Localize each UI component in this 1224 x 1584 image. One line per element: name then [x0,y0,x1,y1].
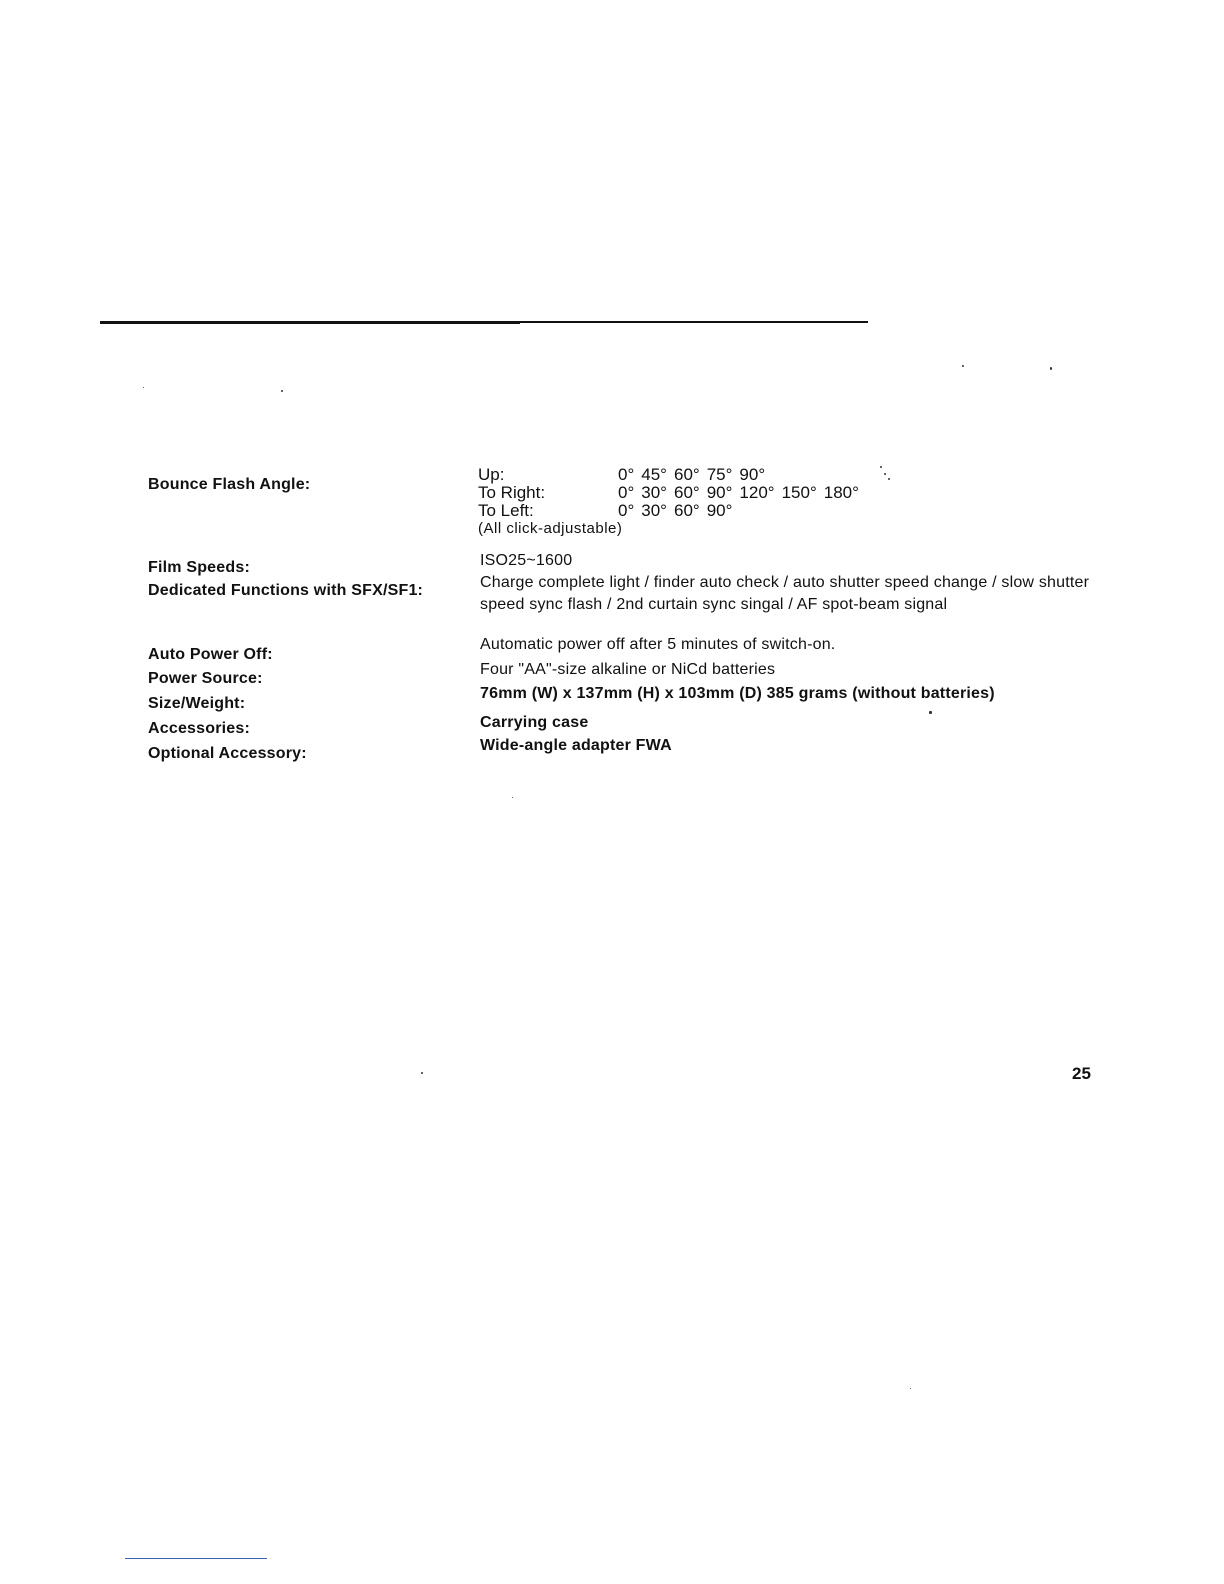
auto-power-off-value: Automatic power off after 5 minutes of switch-on. [480,636,836,653]
film-speeds-value: ISO25~1600 [480,552,573,569]
angle-value: 0° [618,483,635,502]
bounce-row-right [478,484,859,502]
scan-speck [884,473,886,475]
page-number: 25 [1072,1064,1091,1083]
bounce-direction: To Right: [478,483,546,502]
optional-accessory-value: Wide-angle adapter FWA [480,737,672,754]
accessories-label: Accessories: [148,720,251,737]
scan-speck [421,1072,423,1074]
angle-value: 150° [781,483,817,502]
scan-speck [910,1388,911,1389]
bounce-direction: To Left: [478,501,534,520]
angle-value: 0° [618,501,635,520]
scan-speck [1050,367,1052,370]
angle-value: 0° [618,465,635,484]
angle-value: 30° [641,501,667,520]
optional-accessory-label: Optional Accessory: [148,745,307,762]
angle-value: 180° [823,483,859,502]
angle-value: 60° [673,465,700,484]
accessories-value: Carrying case [480,714,589,731]
top-rule [100,321,868,323]
angle-value: 90° [706,501,733,520]
power-source-value: Four "AA"-size alkaline or NiCd batteries [480,661,776,678]
scan-speck [880,466,882,468]
angle-value: 90° [706,483,733,502]
bounce-angles [618,484,859,502]
scan-speck [143,387,144,388]
scan-speck [281,390,283,392]
power-source-label: Power Source: [148,670,263,687]
angle-value: 90° [739,465,766,484]
auto-power-off-label: Auto Power Off: [148,646,273,663]
angle-value: 30° [641,483,667,502]
bounce-angles [618,466,765,484]
bounce-row-left [478,502,859,520]
scan-speck [962,365,964,367]
scan-speck [512,797,513,798]
angle-value: 60° [673,483,700,502]
dedicated-functions-value: Charge complete light / finder auto check / auto shutter speed change / slow shutter speed sync flash / 2nd curtain sync singal / AF spot-beam signal [480,574,1090,613]
bounce-direction: Up: [478,465,505,484]
bounce-row-up [478,466,859,484]
bounce-angles [618,502,732,520]
size-weight-value: 76mm (W) x 137mm (H) x 103mm (D) 385 grams (without batteries) [480,685,995,702]
dedicated-functions-label: Dedicated Functions with SFX/SF1: [148,582,424,599]
size-weight-label: Size/Weight: [148,695,246,712]
angle-value: 120° [739,483,775,502]
film-speeds-label: Film Speeds: [148,559,250,576]
bottom-rule [125,1558,267,1559]
bounce-flash-angle-label: Bounce Flash Angle: [148,476,311,493]
angle-value: 45° [641,465,667,484]
angle-value: 75° [706,465,733,484]
scan-speck [888,478,890,480]
bounce-flash-angle-values [478,466,859,538]
scan-speck [929,711,932,714]
bounce-note: (All click-adjustable) [478,520,623,537]
angle-value: 60° [673,501,700,520]
